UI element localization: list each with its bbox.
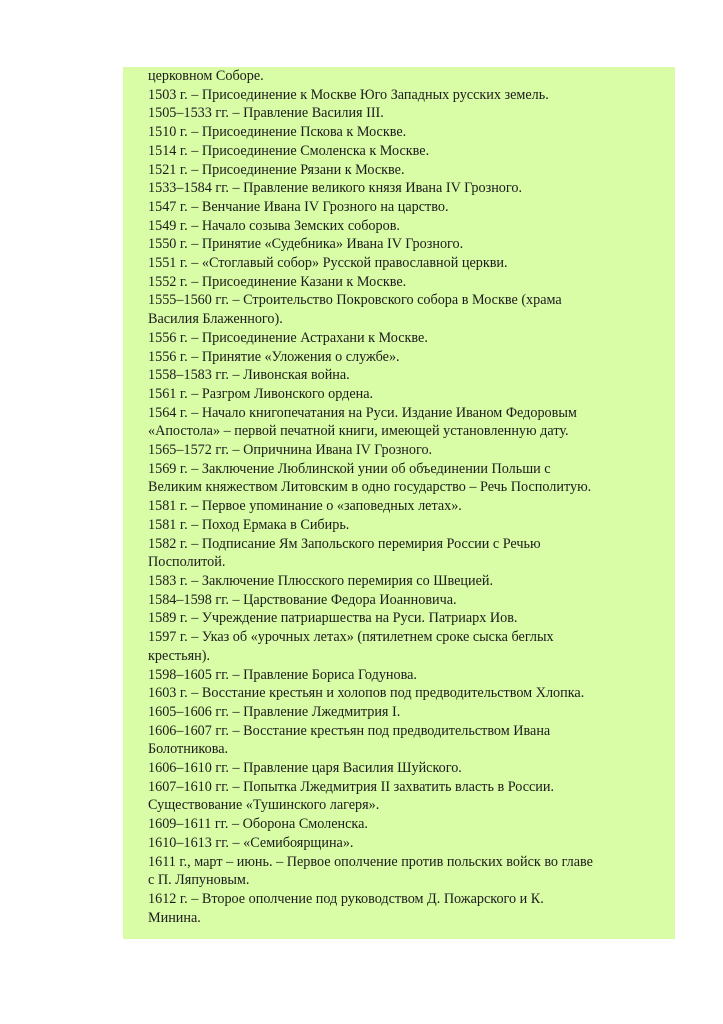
chronology-entry-line: 1510 г. – Присоединение Пскова к Москве. bbox=[148, 124, 407, 141]
chronology-entry-line: Посполитой. bbox=[148, 554, 226, 571]
chronology-entry bbox=[148, 778, 671, 815]
chronology-entry-line: 1552 г. – Присоединение Казани к Москве. bbox=[148, 273, 407, 290]
chronology-entry bbox=[148, 703, 671, 722]
chronology-entry bbox=[148, 123, 671, 142]
chronology-entry bbox=[148, 235, 671, 254]
chronology-entry bbox=[148, 329, 671, 348]
chronology-entry-line: церковном Соборе. bbox=[148, 68, 264, 84]
chronology-entry bbox=[148, 609, 671, 628]
chronology-entry bbox=[148, 67, 671, 86]
chronology-entry-line: 1581 г. – Первое упоминание о «заповедных летах». bbox=[148, 498, 462, 515]
chronology-entry-line: 1603 г. – Восстание крестьян и холопов под предводительством Хлопка. bbox=[148, 685, 585, 702]
chronology-entry-line: Болотникова. bbox=[148, 741, 229, 758]
chronology-entry bbox=[148, 161, 671, 180]
chronology-entry-line: 1561 г. – Разгром Ливонского ордена. bbox=[148, 385, 374, 402]
chronology-entry bbox=[148, 142, 671, 161]
chronology-entry bbox=[148, 385, 671, 404]
chronology-entry bbox=[148, 628, 671, 665]
chronology-entry bbox=[148, 759, 671, 778]
chronology-entry-line: 1555–1560 гг. – Строительство Покровского собора в Москве (храма bbox=[148, 292, 562, 309]
chronology-entry bbox=[148, 853, 671, 890]
chronology-entry bbox=[148, 497, 671, 516]
chronology-entry-line: «Апостола» – первой печатной книги, имеющей установленную дату. bbox=[148, 423, 569, 440]
chronology-entry bbox=[148, 254, 671, 273]
chronology-entry-line: 1606–1607 гг. – Восстание крестьян под предводительством Ивана bbox=[148, 722, 551, 739]
chronology-entry-line: 1551 г. – «Стоглавый собор» Русской православной церкви. bbox=[148, 255, 508, 272]
chronology-entry-line: с П. Ляпуновым. bbox=[148, 872, 250, 889]
chronology-entry bbox=[148, 179, 671, 198]
chronology-entry bbox=[148, 86, 671, 105]
chronology-entry-line: 1612 г. – Второе ополчение под руководством Д. Пожарского и К. bbox=[148, 890, 544, 907]
chronology-entry bbox=[148, 591, 671, 610]
chronology-entry-line: Василия Блаженного). bbox=[148, 311, 283, 328]
chronology-entry-line: 1521 г. – Присоединение Рязани к Москве. bbox=[148, 161, 405, 178]
chronology-entry-line: 1503 г. – Присоединение к Москве Юго Западных русских земель. bbox=[148, 86, 549, 103]
chronology-entry bbox=[148, 217, 671, 236]
chronology-entry-line: 1547 г. – Венчание Ивана IV Грозного на царство. bbox=[148, 198, 449, 215]
chronology-entry-line: 1583 г. – Заключение Плюсского перемирия со Швецией. bbox=[148, 572, 494, 589]
chronology-entry-line: 1584–1598 гг. – Царствование Федора Иоанновича. bbox=[148, 591, 457, 608]
chronology-entry-line: 1581 г. – Поход Ермака в Сибирь. bbox=[148, 516, 350, 533]
chronology-entry-line: 1565–1572 гг. – Опричнина Ивана IV Грозного. bbox=[148, 442, 433, 459]
chronology-entry bbox=[148, 666, 671, 685]
chronology-entry-line: 1533–1584 гг. – Правление великого князя Ивана IV Грозного. bbox=[148, 180, 523, 197]
chronology-entry-line: 1589 г. – Учреждение патриаршества на Руси. Патриарх Иов. bbox=[148, 610, 518, 627]
chronology-entry-line: Великим княжеством Литовским в одно государство – Речь Посполитую. bbox=[148, 479, 592, 496]
chronology-entry-line: 1556 г. – Присоединение Астрахани к Москве. bbox=[148, 329, 428, 346]
chronology-entry bbox=[148, 834, 671, 853]
chronology-entry bbox=[148, 516, 671, 535]
chronology-entry-line: 1597 г. – Указ об «урочных летах» (пятилетнем сроке сыска беглых bbox=[148, 629, 554, 646]
chronology-entry-line: 1556 г. – Принятие «Уложения о службе». bbox=[148, 348, 400, 365]
chronology-entry-line: 1582 г. – Подписание Ям Запольского перемирия России с Речью bbox=[148, 535, 541, 552]
chronology-entry-line: крестьян). bbox=[148, 647, 210, 664]
chronology-entry-line: 1549 г. – Начало созыва Земских соборов. bbox=[148, 217, 400, 234]
chronology-entry bbox=[148, 104, 671, 123]
chronology-entry bbox=[148, 441, 671, 460]
chronology-entry-line: Существование «Тушинского лагеря». bbox=[148, 797, 380, 814]
chronology-entry bbox=[148, 404, 671, 441]
chronology-entry bbox=[148, 572, 671, 591]
chronology-entry bbox=[148, 684, 671, 703]
chronology-entry bbox=[148, 535, 671, 572]
chronology-entry bbox=[148, 460, 671, 497]
chronology-entry-line: 1569 г. – Заключение Люблинской унии об объединении Польши с bbox=[148, 460, 551, 477]
chronology-entry-line: 1514 г. – Присоединение Смоленска к Москве. bbox=[148, 142, 430, 159]
chronology-entry-line: 1505–1533 гг. – Правление Василия III. bbox=[148, 105, 384, 122]
chronology-entry bbox=[148, 273, 671, 292]
chronology-entry-line: 1610–1613 гг. – «Семибоярщина». bbox=[148, 834, 354, 851]
chronology-entry-line: 1598–1605 гг. – Правление Бориса Годунова. bbox=[148, 666, 417, 683]
chronology-entry-line: 1611 г., март – июнь. – Первое ополчение против польских войск во главе bbox=[148, 853, 593, 870]
chronology-entry-line: 1609–1611 гг. – Оборона Смоленска. bbox=[148, 816, 368, 833]
chronology-entry bbox=[148, 366, 671, 385]
chronology-entry-line: 1606–1610 гг. – Правление царя Василия Шуйского. bbox=[148, 760, 462, 777]
chronology-entry bbox=[148, 890, 671, 927]
chronology-entry-line: 1607–1610 гг. – Попытка Лжедмитрия II захватить власть в России. bbox=[148, 778, 555, 795]
chronology-entry-line: 1564 г. – Начало книгопечатания на Руси. Издание Иваном Федоровым bbox=[148, 404, 577, 421]
chronology-entry bbox=[148, 291, 671, 328]
chronology-entry bbox=[148, 815, 671, 834]
chronology-text-block bbox=[123, 67, 675, 939]
chronology-entry-line: 1558–1583 гг. – Ливонская война. bbox=[148, 367, 350, 384]
chronology-entry bbox=[148, 348, 671, 367]
chronology-entry bbox=[148, 198, 671, 217]
chronology-entry-line: 1550 г. – Принятие «Судебника» Ивана IV Грозного. bbox=[148, 236, 464, 253]
chronology-entry-line: Минина. bbox=[148, 909, 201, 926]
chronology-entry-line: 1605–1606 гг. – Правление Лжедмитрия I. bbox=[148, 703, 401, 720]
chronology-entry bbox=[148, 722, 671, 759]
